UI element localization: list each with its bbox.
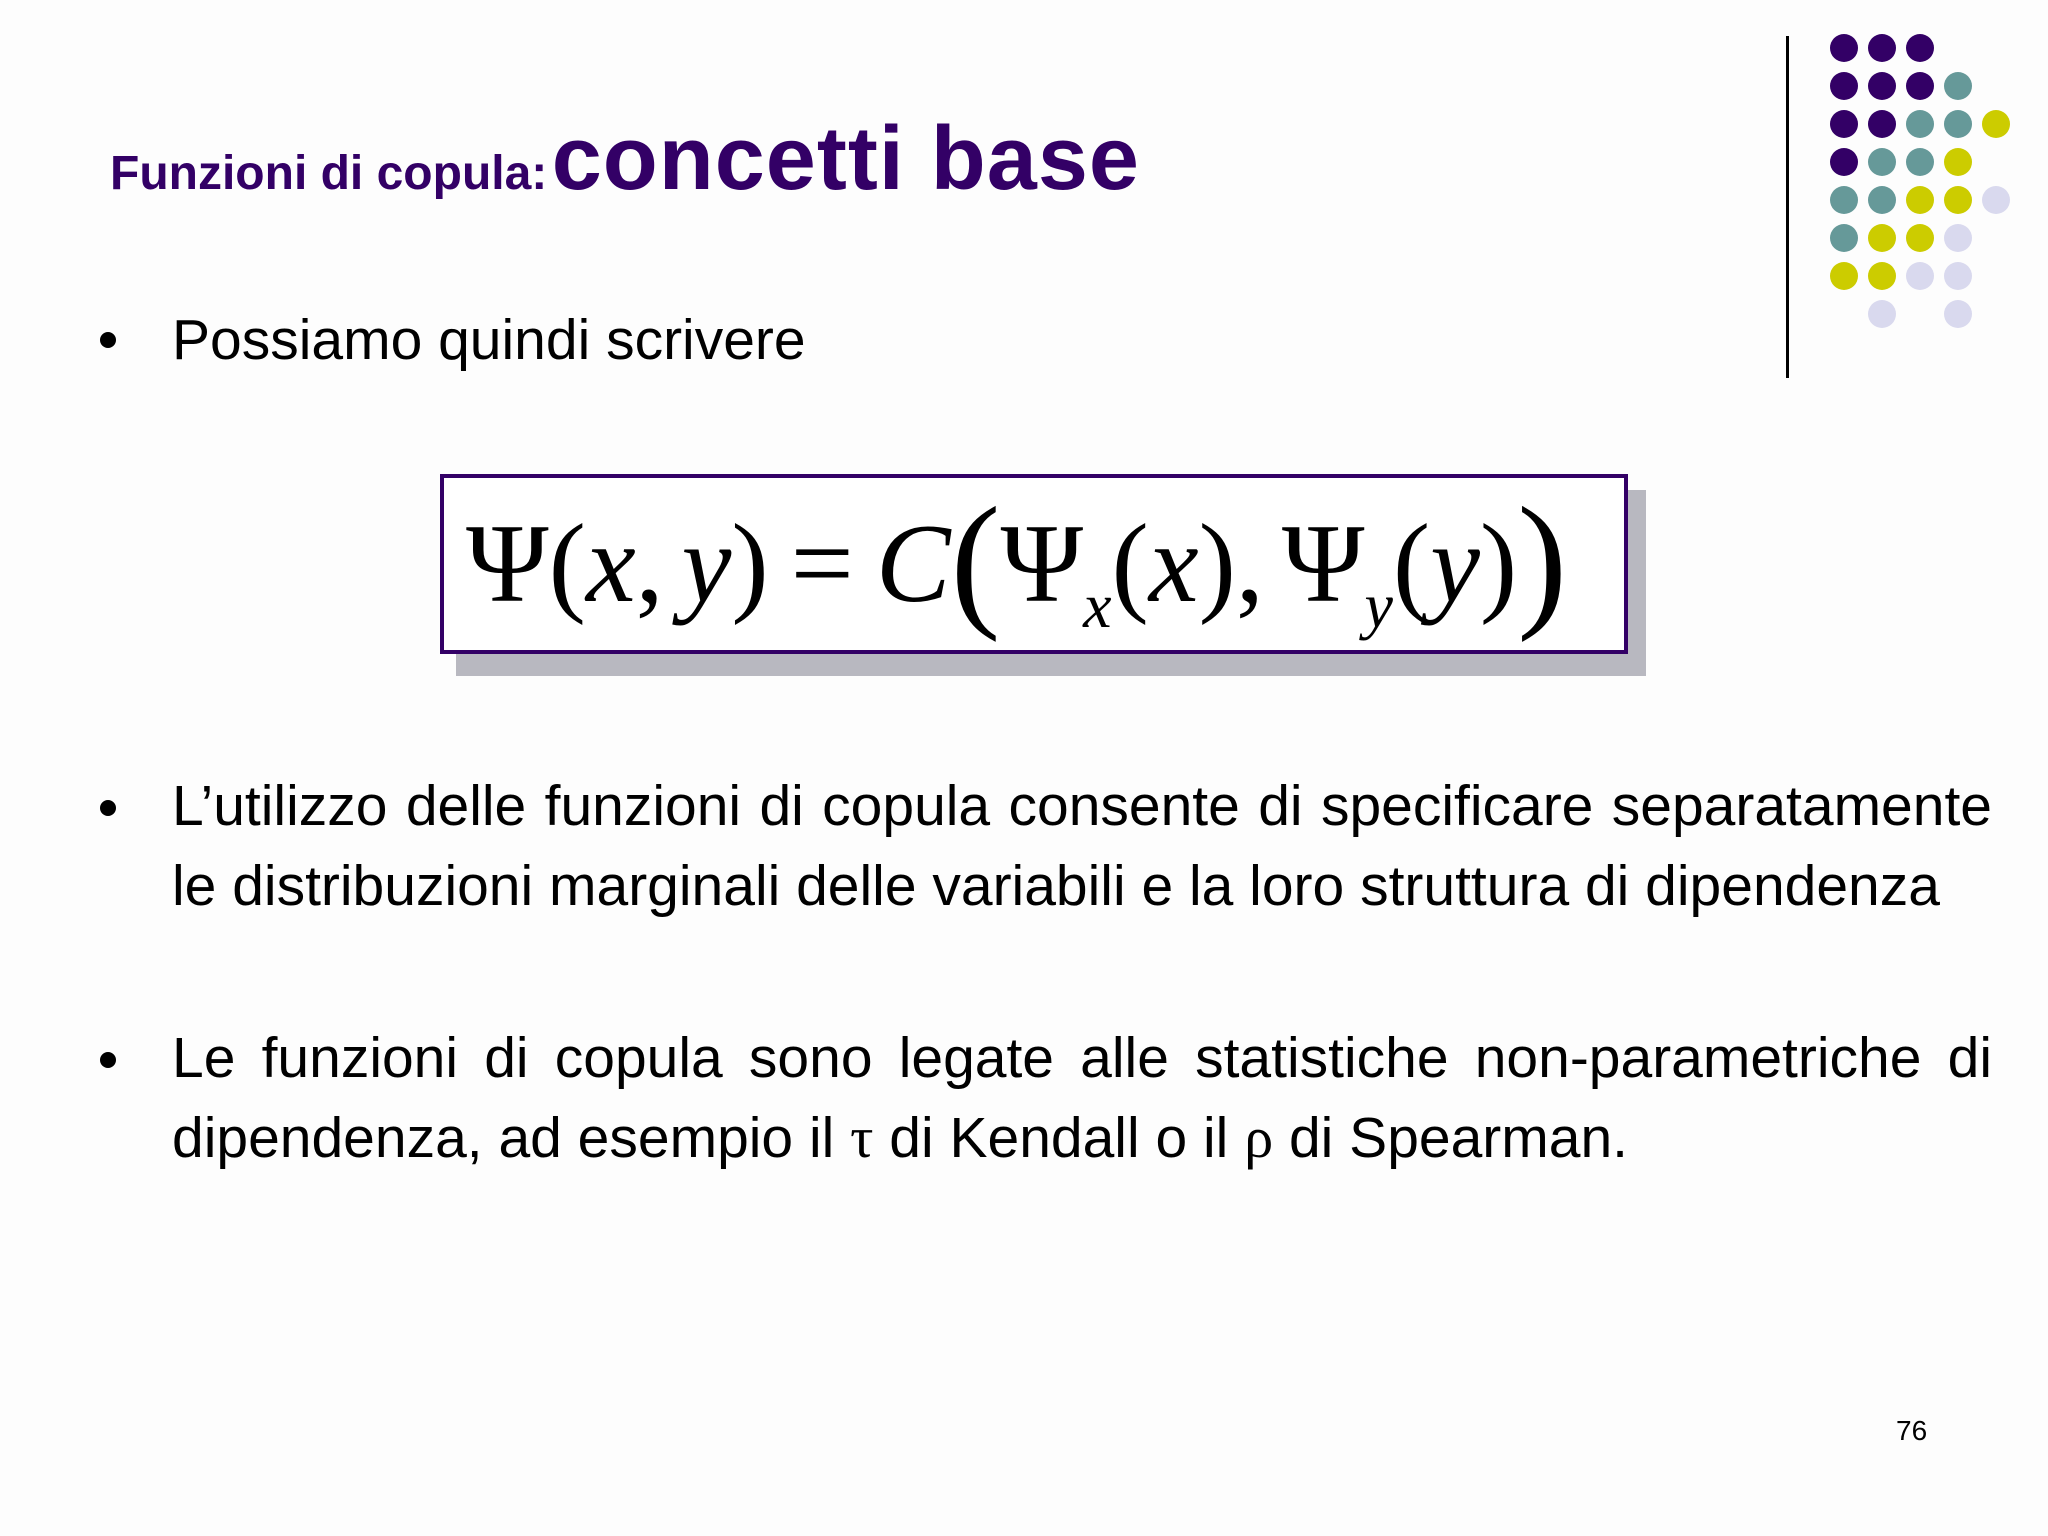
- decorative-dot-grid: [0, 0, 2048, 340]
- bullet-marker: [100, 800, 116, 816]
- formula-comma: ,: [635, 501, 664, 626]
- formula-rparen: ): [731, 501, 769, 626]
- formula-x-2: x: [1148, 501, 1199, 626]
- decorative-dot: [1868, 110, 1896, 138]
- decorative-dot: [1944, 72, 1972, 100]
- decorative-dot: [1868, 148, 1896, 176]
- bullet-marker: [100, 332, 116, 348]
- formula-rparen-2: ): [1198, 501, 1236, 626]
- decorative-dot: [1830, 262, 1858, 290]
- formula-big-lparen: (: [950, 477, 1001, 643]
- bullet-text-2: L’utilizzo delle funzioni di copula consente di specificare separatamente le distribuzioni marginali delle variabili e la loro struttura di dipendenza: [172, 774, 1992, 918]
- formula-lparen-2: (: [1111, 501, 1149, 626]
- decorative-dot: [1944, 262, 1972, 290]
- rho-symbol: ρ: [1244, 1105, 1274, 1170]
- formula-subscript-x: x: [1083, 570, 1112, 641]
- formula-subscript-y: y: [1364, 570, 1393, 641]
- tau-symbol: τ: [850, 1105, 874, 1170]
- formula-y-2: y: [1430, 501, 1480, 626]
- decorative-dot: [1944, 110, 1972, 138]
- formula-rparen-3: ): [1479, 501, 1518, 626]
- title-main: concetti base: [551, 109, 1140, 209]
- decorative-dot: [1830, 72, 1858, 100]
- formula-x: x: [585, 501, 636, 626]
- formula-lparen: (: [548, 501, 586, 626]
- decorative-dot: [1830, 148, 1858, 176]
- formula-c: C: [875, 501, 951, 626]
- bullet-text-3: [172, 1018, 1992, 1178]
- decorative-dot: [1906, 148, 1934, 176]
- decorative-dot: [1944, 186, 1972, 214]
- decorative-dot: [1906, 224, 1934, 252]
- decorative-dot: [1868, 186, 1896, 214]
- bullet-3-part-2: di Kendall o il: [873, 1106, 1245, 1170]
- decorative-dot: [1906, 34, 1934, 62]
- copula-formula: [466, 478, 1567, 650]
- decorative-dot: [1944, 224, 1972, 252]
- formula-equals: =: [790, 501, 854, 626]
- formula-psi-x: Ψ: [1000, 501, 1084, 626]
- decorative-dot: [1830, 34, 1858, 62]
- formula-big-rparen: ): [1517, 477, 1568, 643]
- formula-box: [440, 474, 1628, 654]
- decorative-dot: [1906, 262, 1934, 290]
- formula-psi: Ψ: [466, 501, 549, 626]
- title-prefix: Funzioni di copula:: [110, 147, 548, 200]
- decorative-dot: [1868, 34, 1896, 62]
- decorative-dot: [1906, 110, 1934, 138]
- formula-psi-y: Ψ: [1281, 501, 1365, 626]
- decorative-dot: [1982, 110, 2010, 138]
- decorative-dot: [1906, 72, 1934, 100]
- bullet-3-part-3: di Spearman.: [1273, 1106, 1628, 1170]
- decorative-dot: [1868, 262, 1896, 290]
- decorative-dot: [1830, 224, 1858, 252]
- decorative-dot: [1868, 224, 1896, 252]
- decorative-dot: [1830, 186, 1858, 214]
- decorative-dot: [1868, 72, 1896, 100]
- bullet-marker: [100, 1052, 116, 1068]
- decorative-dot: [1906, 186, 1934, 214]
- bullet-text-1: Possiamo quindi scrivere: [172, 308, 806, 372]
- formula-lparen-3: (: [1392, 501, 1431, 626]
- decorative-dot: [1982, 186, 2010, 214]
- page-number: 76: [1896, 1415, 1928, 1446]
- bullet-3-part-1: Le funzioni di copula sono legate alle statistiche non-parametriche di dipendenza, ad esempio il: [172, 1026, 1992, 1170]
- decorative-dot: [1944, 148, 1972, 176]
- decorative-dot: [1830, 110, 1858, 138]
- formula-y: y: [681, 501, 732, 626]
- formula-comma-2: ,: [1235, 501, 1264, 626]
